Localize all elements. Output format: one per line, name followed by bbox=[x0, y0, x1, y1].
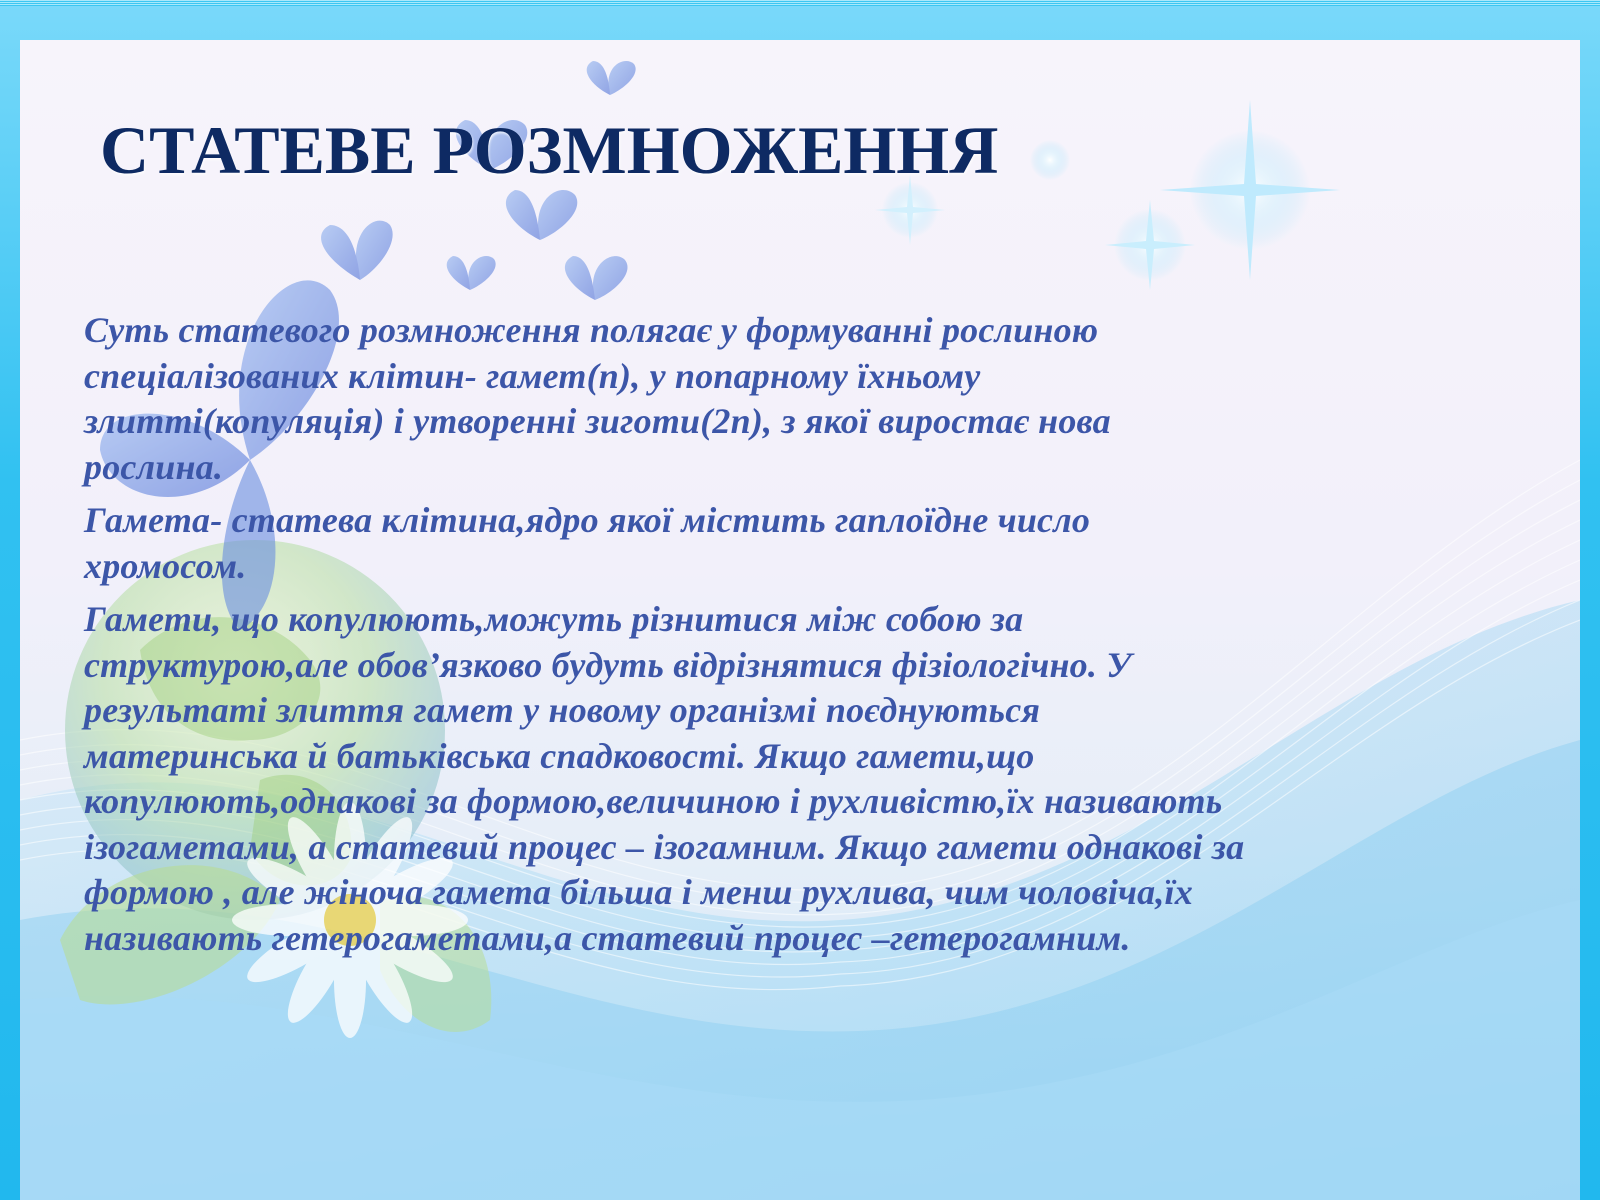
slide-title: СТАТЕВЕ РОЗМНОЖЕННЯ bbox=[100, 112, 999, 188]
top-stripe bbox=[0, 0, 1600, 6]
paragraph-gamete: Гамета- статева клітина,ядро якої містить гаплоїдне число хромосом. bbox=[84, 500, 1091, 586]
slide-body bbox=[84, 308, 1464, 969]
content-panel bbox=[20, 40, 1580, 1200]
paragraph-definition: Суть статевого розмноження полягає у формуванні рослиною спеціалізованих клітин- гамет(n), у попарному їхньому злитті(копуляція) і утворенні зиготи(2n), з якої виростає нова рослина. bbox=[84, 310, 1111, 487]
paragraph-gamete-types: Гамети, що копулюють,можуть різнитися між собою за структурою,але обов’язково будуть відрізнятися фізіологічно. У результаті злиття гамет у новому організмі поєднуються материнська й батьківська спадковості. Якщо гамети,що копулюють,однакові за формою,величиною і рухливістю,їх називають ізогаметами, а статевий процес – ізогамним. Якщо гамети однакові за формою , але жіноча гамета більша і менш рухлива, чим чоловіча,їх називають гетерогаметами,а статевий процес –гетерогамним. bbox=[84, 599, 1245, 958]
